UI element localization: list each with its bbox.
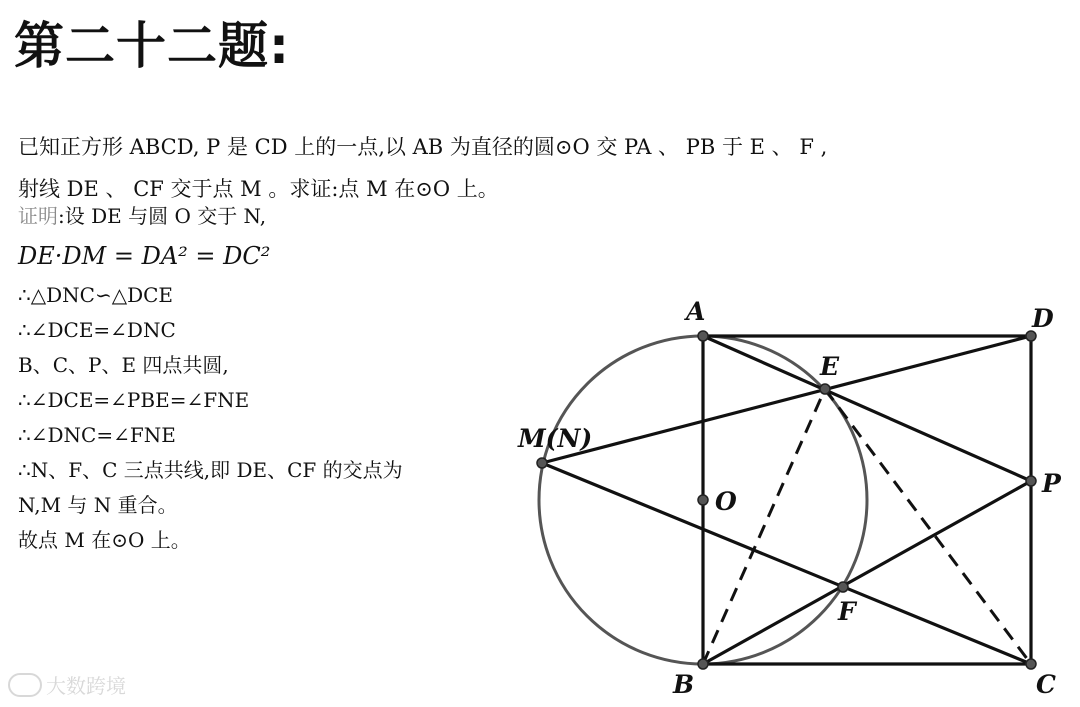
point-e-dot — [820, 384, 830, 394]
page-title: 第二十二题: — [14, 17, 290, 75]
label-o: O — [715, 487, 737, 516]
proof-line-6: ∴∠DNC=∠FNE — [18, 423, 176, 447]
proof-line-4: B、C、P、E 四点共圆, — [18, 353, 229, 377]
label-e: E — [820, 352, 840, 381]
point-p-dot — [1026, 476, 1036, 486]
watermark-text: 大数跨境 — [46, 674, 126, 698]
point-a-dot — [698, 331, 708, 341]
label-m: M(N) — [518, 424, 593, 453]
point-o-dot — [698, 495, 708, 505]
problem-line-1: 已知正方形 ABCD, P 是 CD 上的一点,以 AB 为直径的圆⊙O 交 PA 、 PB 于 E 、 F , — [18, 135, 828, 159]
ray-cm — [542, 463, 1031, 664]
ray-dm — [542, 336, 1031, 463]
point-c-dot — [1026, 659, 1036, 669]
problem-line-2: 射线 DE 、 CF 交于点 M 。求证:点 M 在⊙O 上。 — [18, 177, 499, 201]
proof-line-5: ∴∠DCE=∠PBE=∠FNE — [18, 388, 250, 412]
point-m-dot — [537, 458, 547, 468]
label-c: C — [1036, 670, 1056, 699]
proof-line-9: 故点 M 在⊙O 上。 — [18, 528, 191, 552]
proof-line-3: ∴∠DCE=∠DNC — [18, 318, 176, 342]
watermark-logo-icon — [8, 673, 42, 697]
watermark — [8, 670, 126, 699]
label-d: D — [1032, 304, 1054, 333]
label-a: A — [686, 297, 706, 326]
proof-intro-text: :设 DE 与圆 O 交于 N, — [58, 204, 267, 228]
point-f-dot — [838, 582, 848, 592]
proof-line-1: DE·DM = DA² = DC² — [18, 242, 271, 270]
dashed-be — [703, 389, 825, 664]
label-f: F — [838, 597, 856, 626]
label-p: P — [1042, 469, 1061, 498]
proof-line-8: N,M 与 N 重合。 — [18, 493, 178, 517]
point-b-dot — [698, 659, 708, 669]
label-b: B — [673, 670, 695, 699]
proof-line-2: ∴△DNC∽△DCE — [18, 283, 174, 307]
proof-line-7: ∴N、F、C 三点共线,即 DE、CF 的交点为 — [18, 458, 403, 482]
proof-label: 证明 — [18, 204, 58, 228]
